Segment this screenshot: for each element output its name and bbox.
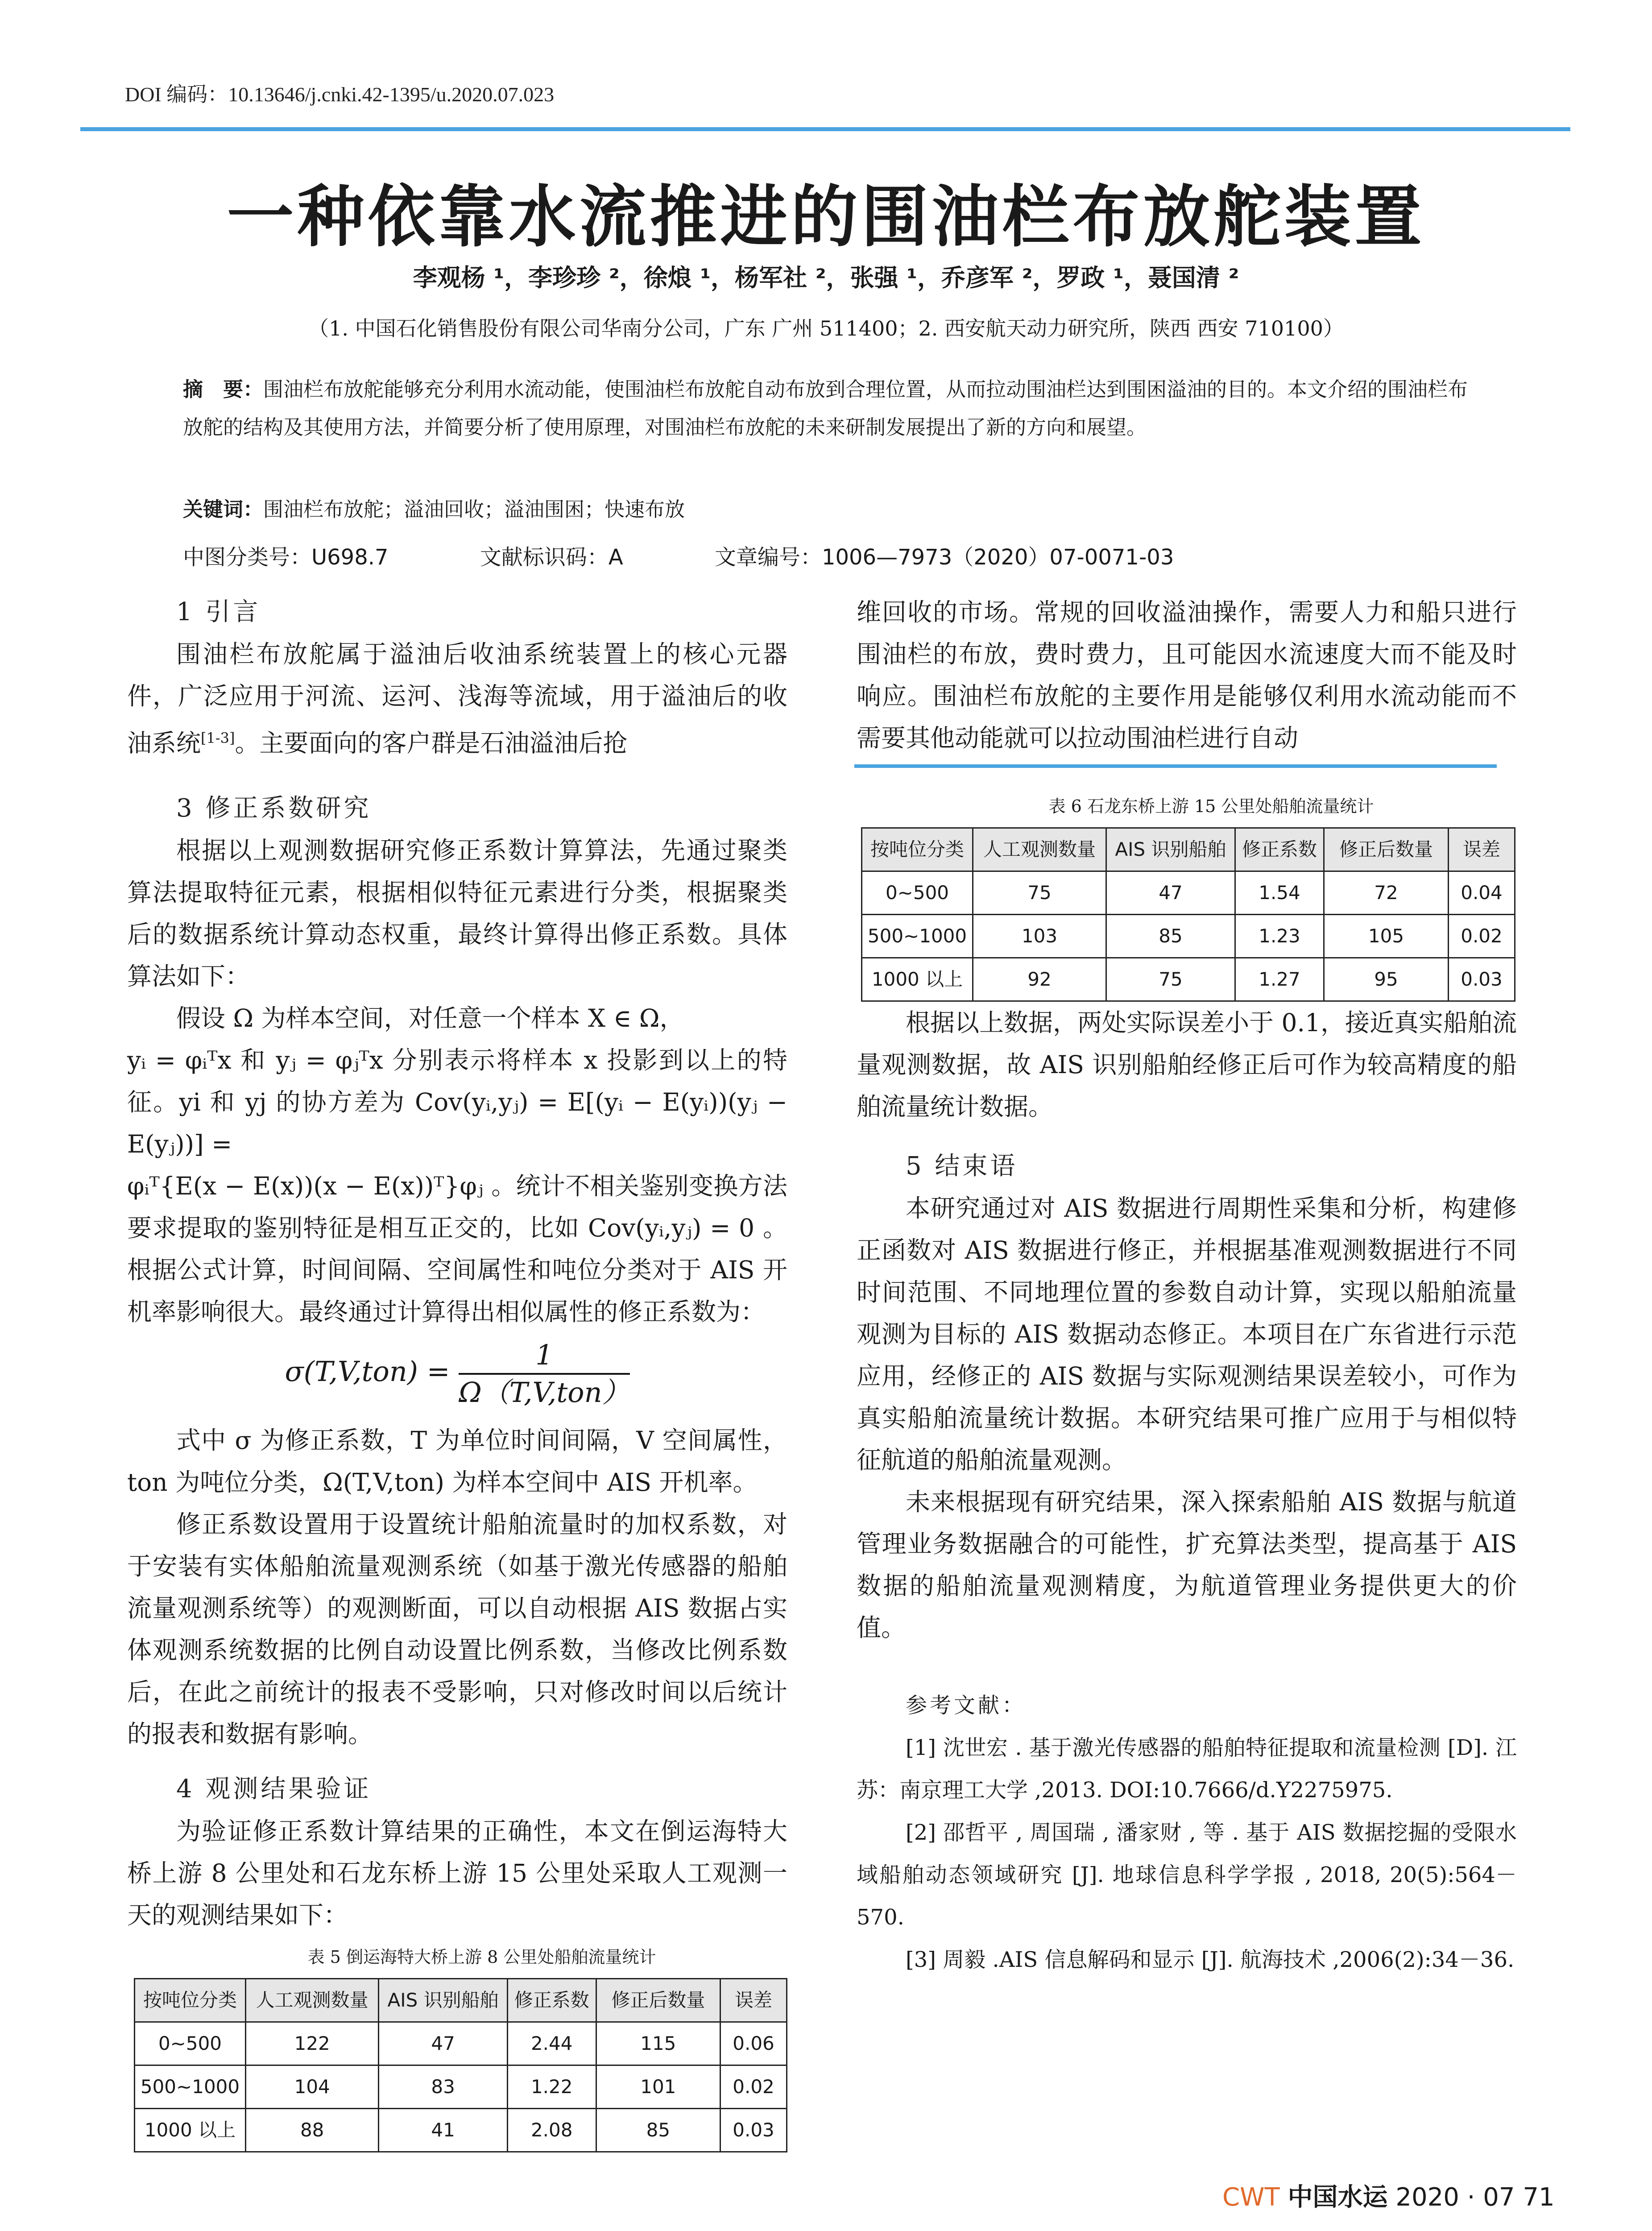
table-cell: 1000 以上 <box>135 2109 246 2152</box>
table-6 <box>861 827 1515 1002</box>
page-number: 71 <box>1523 2183 1555 2212</box>
abstract-text: 围油栏布放舵能够充分利用水流动能，使围油栏布放舵自动布放到合理位置，从而拉动围油栏达到围困溢油的目的。本文介绍的围油栏布放舵的结构及其使用方法，并简要分析了使用原理，对围油栏布放舵的未来研制发展提出了新的方向和展望。 <box>183 377 1468 439</box>
table-cell: 0.06 <box>720 2022 787 2065</box>
table-cell: 0~500 <box>135 2022 246 2065</box>
sec4-conclusion: 根据以上数据，两处实际误差小于 0.1，接近真实船舶流量观测数据，故 AIS 识别船舶经修正后可作为较高精度的船舶流量统计数据。 <box>857 1008 1517 1121</box>
table-header-cell: 误差 <box>720 1979 787 2022</box>
author-list: 李观杨 ¹，李珍珍 ²，徐烺 ¹，杨军社 ²，张强 ¹，乔彦军 ²，罗政 ¹，聂国清 ² <box>413 264 1239 292</box>
table-header-cell: 按吨位分类 <box>135 1979 246 2022</box>
references-heading: 参考文献： <box>906 1693 1027 1718</box>
citation: [1-3] <box>201 730 235 746</box>
formula-lhs: σ(T,V,ton) = <box>285 1355 450 1388</box>
table-cell: 103 <box>973 915 1106 958</box>
sec3-paragraph-1: 根据以上观测数据研究修正系数计算算法，先通过聚类算法提取特征元素，根据相似特征元素进行分类，根据聚类后的数据系统计算动态权重，最终计算得出修正系数。具体算法如下： <box>127 836 787 991</box>
table-cell: 47 <box>379 2022 507 2065</box>
table-row <box>135 2065 787 2109</box>
sec3-paragraph-3: 式中 σ 为修正系数，T 为单位时间间隔，V 空间属性，ton 为吨位分类，Ω(T,V,ton) 为样本空间中 AIS 开机率。 <box>127 1426 787 1497</box>
left-column <box>127 788 787 2152</box>
keywords <box>183 493 1477 522</box>
table-cell: 41 <box>379 2109 507 2152</box>
table-5 <box>134 1978 787 2152</box>
clc-number: 中图分类号：U698.7 <box>183 545 389 570</box>
doi-line: DOI 编码：10.13646/j.cnki.42-1395/u.2020.07.023 <box>125 83 555 106</box>
formula-numerator: 1 <box>459 1337 629 1375</box>
section-heading-5: 5 结束语 <box>906 1152 1018 1181</box>
references <box>857 1684 1517 1981</box>
table-header-cell: 人工观测数量 <box>973 828 1106 871</box>
section-heading-3: 3 修正系数研究 <box>176 794 372 823</box>
table-cell: 0.03 <box>720 2109 787 2152</box>
table-header-cell: 修正系数 <box>507 1979 596 2022</box>
sec3-paragraph-2a: 假设 Ω 为样本空间，对任意一个样本 X ∈ Ω， <box>176 1004 684 1033</box>
keywords-label: 关键词： <box>183 498 264 521</box>
table-row <box>862 915 1515 958</box>
table-row <box>862 871 1515 915</box>
table-cell: 1.22 <box>507 2065 596 2109</box>
table-header-cell: 误差 <box>1449 828 1515 871</box>
table-row <box>135 2109 787 2152</box>
table6-caption: 表 6 石龙东桥上游 15 公里处船舶流量统计 <box>1048 796 1374 816</box>
table-cell: 1000 以上 <box>862 958 973 1001</box>
table-cell: 0~500 <box>862 871 973 915</box>
table-cell: 101 <box>596 2065 720 2109</box>
table-cell: 0.03 <box>1449 958 1515 1001</box>
intro-paragraph: 围油栏布放舵属于溢油后收油系统装置上的核心元器件，广泛应用于河流、运河、浅海等流域，用于溢油后的收油系统[1-3]。主要面向的客户群是石油溢油后抢 <box>127 640 787 758</box>
table-cell: 0.02 <box>720 2065 787 2109</box>
keywords-text: 围油栏布放舵；溢油回收；溢油围困；快速布放 <box>263 498 685 521</box>
table-cell: 95 <box>1324 958 1449 1001</box>
header-rule <box>80 127 1570 131</box>
table-header-cell: AIS 识别船舶 <box>1106 828 1235 871</box>
table-row <box>135 2022 787 2065</box>
reference-item: [3] 周毅 .AIS 信息解码和显示 [J]. 航海技术 ,2006(2):34－36. <box>906 1947 1515 1972</box>
table-cell: 105 <box>1324 915 1449 958</box>
table-header-cell: AIS 识别船舶 <box>379 1979 507 2022</box>
table-cell: 1.27 <box>1235 958 1324 1001</box>
reference-item: [2] 邵哲平 , 周国瑞 , 潘家财 , 等 . 基于 AIS 数据挖掘的受限水域船舶动态领域研究 [J]. 地球信息科学学报 , 2018, 20(5):564－570. <box>857 1820 1517 1930</box>
table-header-cell: 人工观测数量 <box>245 1979 378 2022</box>
sec3-paragraph-2b: yᵢ = φᵢᵀx 和 yⱼ = φⱼᵀx 分别表示将样本 x 投影到以上的特征。yi 和 yj 的协方差为 Cov(yᵢ,yⱼ) = E[(yᵢ − E(yᵢ))(yⱼ − E(yⱼ))] = <box>127 1046 787 1158</box>
formula-fraction <box>459 1337 629 1410</box>
table-cell: 0.02 <box>1449 915 1515 958</box>
table-cell: 2.44 <box>507 2022 596 2065</box>
sec3-paragraph-2c: φᵢᵀ{E(x − E(x))(x − E(x))ᵀ}φⱼ 。统计不相关鉴别变换方法要求提取的鉴别特征是相互正交的，比如 Cov(yᵢ,yⱼ) = 0 。根据公式计算，时间间隔、空间属性和吨位分类对于 AIS 开机率影响很大。最终通过计算得出相似属性的修正系数为： <box>127 1172 787 1326</box>
sec5-paragraph-2: 未来根据现有研究结果，深入探索船舶 AIS 数据与航道管理业务数据融合的可能性，扩充算法类型，提高基于 AIS 数据的船舶流量观测精度，为航道管理业务提供更大的价值。 <box>857 1488 1517 1642</box>
section-heading-4: 4 观测结果验证 <box>176 1775 372 1804</box>
table-cell: 47 <box>1106 871 1235 915</box>
table-cell: 88 <box>245 2109 378 2152</box>
table-cell: 85 <box>596 2109 720 2152</box>
reference-item: [1] 沈世宏 . 基于激光传感器的船舶特征提取和流量检测 [D]. 江苏：南京理工大学 ,2013. DOI:10.7666/d.Y2275975. <box>857 1735 1517 1803</box>
table-cell: 2.08 <box>507 2109 596 2152</box>
table-cell: 1.54 <box>1235 871 1324 915</box>
table-row <box>862 958 1515 1001</box>
intro-left <box>127 591 787 764</box>
table-cell: 72 <box>1324 871 1449 915</box>
table-cell: 500~1000 <box>135 2065 246 2109</box>
table-cell: 83 <box>379 2065 507 2109</box>
table-cell: 85 <box>1106 915 1235 958</box>
intro-right <box>857 591 1517 759</box>
table-cell: 75 <box>1106 958 1235 1001</box>
section-rule <box>854 764 1497 768</box>
table5-caption: 表 5 倒运海特大桥上游 8 公里处船舶流量统计 <box>307 1947 656 1967</box>
table-cell: 0.04 <box>1449 871 1515 915</box>
classification-line <box>183 540 1477 571</box>
table-cell: 92 <box>973 958 1106 1001</box>
table-cell: 104 <box>245 2065 378 2109</box>
affiliations: （1. 中国石化销售股份有限公司华南分公司，广东 广州 511400；2. 西安航天动力研究所，陕西 西安 710100） <box>308 316 1344 340</box>
abstract-label: 摘 要： <box>183 377 264 401</box>
table-cell: 1.23 <box>1235 915 1324 958</box>
table-header-cell: 修正后数量 <box>1324 828 1449 871</box>
journal-name: 中国水运 <box>1288 2182 1388 2212</box>
doc-code: 文献标识码：A <box>480 545 623 570</box>
article-number: 文章编号：1006—7973（2020）07-0071-03 <box>714 545 1174 570</box>
intro-continued: 维回收的市场。常规的回收溢油操作，需要人力和船只进行围油栏的布放，费时费力，且可能因水流速度大而不能及时响应。围油栏布放舵的主要作用是能够仅利用水流动能而不需要其他动能就可以拉动围油栏进行自动 <box>857 598 1517 752</box>
article-title: 一种依靠水流推进的围油栏布放舵装置 <box>227 178 1425 256</box>
sec3-paragraph-4: 修正系数设置用于设置统计船舶流量时的加权系数，对于安装有实体船舶流量观测系统（如基于激光传感器的船舶流量观测系统等）的观测断面，可以自动根据 AIS 数据占实体观测系统数据的比例自动设置比例系数，当修改比例系数后，在此之前统计的报表不受影响，只对修改时间以后统计的报表和数据有影响。 <box>127 1510 787 1748</box>
table-cell: 75 <box>973 871 1106 915</box>
formula-sigma <box>127 1337 787 1410</box>
abstract <box>183 370 1477 446</box>
table-header-cell: 按吨位分类 <box>862 828 973 871</box>
section-heading-intro: 1 引言 <box>176 597 261 626</box>
brand-logo: CWT <box>1222 2183 1280 2212</box>
table-cell: 500~1000 <box>862 915 973 958</box>
table-cell: 115 <box>596 2022 720 2065</box>
right-column <box>857 785 1517 1981</box>
page-footer <box>1222 2177 1555 2213</box>
issue-number: 2020 · 07 <box>1395 2183 1515 2212</box>
table-cell: 122 <box>245 2022 378 2065</box>
sec5-paragraph-1: 本研究通过对 AIS 数据进行周期性采集和分析，构建修正函数对 AIS 数据进行修正，并根据基准观测数据进行不同时间范围、不同地理位置的参数自动计算，实现以船舶流量观测为目标的 AIS 数据动态修正。本项目在广东省进行示范应用，经修正的 AIS 数据与实际观测结果误差较小，可作为真实船舶流量统计数据。本研究结果可推广应用于与相似特征航道的船舶流量观测。 <box>857 1194 1517 1474</box>
table-header-cell: 修正后数量 <box>596 1979 720 2022</box>
table-header-cell: 修正系数 <box>1235 828 1324 871</box>
formula-denominator: Ω（T,V,ton） <box>459 1376 630 1409</box>
sec4-paragraph-1: 为验证修正系数计算结果的正确性，本文在倒运海特大桥上游 8 公里处和石龙东桥上游 15 公里处采取人工观测一天的观测结果如下： <box>127 1817 787 1929</box>
